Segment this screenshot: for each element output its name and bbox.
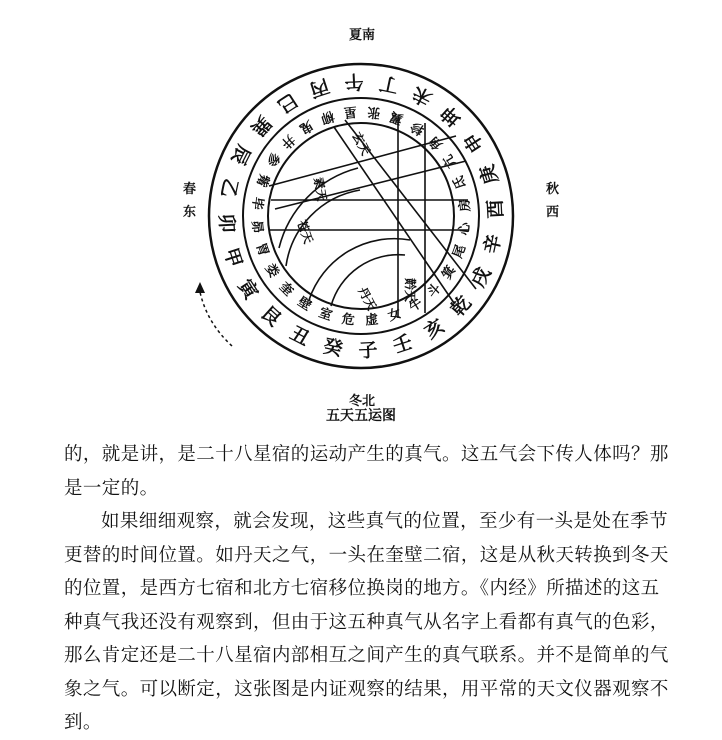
inner-ring-label: 轸 (408, 117, 428, 138)
qi-label: 素天 (311, 176, 330, 203)
inner-ring-label: 牛 (406, 295, 426, 316)
qi-labels (294, 129, 418, 315)
inner-ring-label: 箕 (439, 263, 460, 283)
inner-ring-label: 房 (457, 198, 474, 213)
inner-ring-label: 参 (262, 149, 283, 169)
inner-ring-label: 氐 (451, 173, 470, 191)
outer-ring-label: 午 (343, 69, 364, 93)
outer-ring-label: 庚 (476, 161, 503, 187)
qi-label: 玄天 (349, 129, 373, 158)
inner-ring-label: 壁 (294, 294, 314, 315)
outer-ring-label: 子 (358, 339, 379, 363)
paragraph: 的，就是讲，是二十八星宿的运动产生的真气。这五气会下传人体吗？那是一定的。 (64, 444, 669, 499)
inner-ring-label: 昴 (248, 219, 265, 234)
qi-label: 丹天 (355, 284, 379, 313)
direction-north-label: 冬北 (349, 394, 376, 409)
qi-band-lines (269, 118, 476, 318)
outer-ring-label: 乙 (216, 176, 242, 200)
outer-ring-label: 寅 (233, 275, 263, 304)
inner-ring-label: 娄 (261, 261, 282, 281)
outer-ring-label: 乾 (446, 291, 476, 321)
outer-ring-label: 巽 (246, 111, 276, 141)
inner-ring-label: 虚 (364, 312, 379, 329)
inner-ring-label: 亢 (440, 151, 461, 171)
direction-south-label: 夏南 (349, 28, 376, 43)
outer-ring-label: 辰 (226, 141, 255, 169)
outer-ring-label: 丁 (377, 71, 401, 97)
qi-label: 苍天 (294, 218, 316, 246)
inner-ring-label: 井 (277, 131, 298, 151)
outer-ring-label: 丑 (286, 322, 314, 351)
direction-east-label: 春 东 (183, 182, 197, 220)
outer-ring-label: 癸 (321, 335, 345, 361)
inner-ring-label: 觜 (252, 171, 272, 189)
outer-ring-label: 巳 (273, 88, 302, 118)
inner-ring-label: 女 (386, 306, 404, 325)
inner-ring-label: 胃 (252, 241, 271, 259)
inner-ring-label: 斗 (424, 281, 445, 301)
inner-ring-label: 危 (340, 311, 356, 329)
inner-ring-label: 室 (316, 305, 334, 325)
inner-ring-label: 角 (426, 132, 446, 153)
outer-ring-label: 卯 (214, 213, 238, 234)
qi-label: 黅天 (403, 278, 417, 303)
arrow-head-icon (195, 282, 205, 293)
outer-ring-label: 亥 (420, 314, 449, 344)
diagram-rings (209, 64, 513, 368)
outer-ring-label: 辛 (480, 232, 506, 256)
inner-ring-label: 心 (456, 221, 474, 237)
outer-ring-label: 戌 (467, 263, 496, 291)
outer-ring-label: 申 (459, 128, 489, 157)
outer-ring-label: 丙 (306, 74, 332, 101)
outer-ring-label: 酉 (484, 198, 508, 219)
outer-ring-label: 未 (408, 81, 436, 110)
inner-ring-label: 尾 (450, 243, 470, 261)
inner-ring-label: 翼 (388, 107, 406, 127)
inner-ring-label: 柳 (318, 107, 336, 126)
inner-ring-label: 星 (343, 103, 358, 120)
outer-ring-label: 甲 (219, 245, 246, 271)
inner-ring-label: 鬼 (296, 116, 316, 137)
inner-ring-label: 奎 (276, 279, 296, 300)
inner-ring-label: 张 (366, 103, 382, 121)
outer-ring-label: 艮 (256, 301, 286, 331)
direction-west-label: 秋 西 (546, 182, 560, 220)
inner-ring-label: 毕 (248, 195, 266, 211)
rotation-arrow (200, 292, 232, 346)
outer-ring-label: 坤 (436, 101, 466, 131)
figure-caption: 五天五运图 (326, 408, 396, 424)
outer-ring-labels (215, 70, 508, 363)
paragraph: 如果细细观察，就会发现，这些真气的位置，至少有一头是处在季节更替的时间位置。如丹天之气，一头在奎壁二宿，这是从秋天转换到冬天的位置，是西方七宿和北方七宿移位换岗的地方。《内经》所描述的这五种真气我还没有观察到，但由于这五种真气从名字上看都有真气的色彩，那么肯定还是二十八星宿内部相互之间产生的真气联系。并不是简单的气象之气。可以断定，这张图是内证观察的结果，用平常的天文仪器观察不到。 (64, 511, 669, 733)
outer-ring-label: 壬 (390, 331, 416, 358)
